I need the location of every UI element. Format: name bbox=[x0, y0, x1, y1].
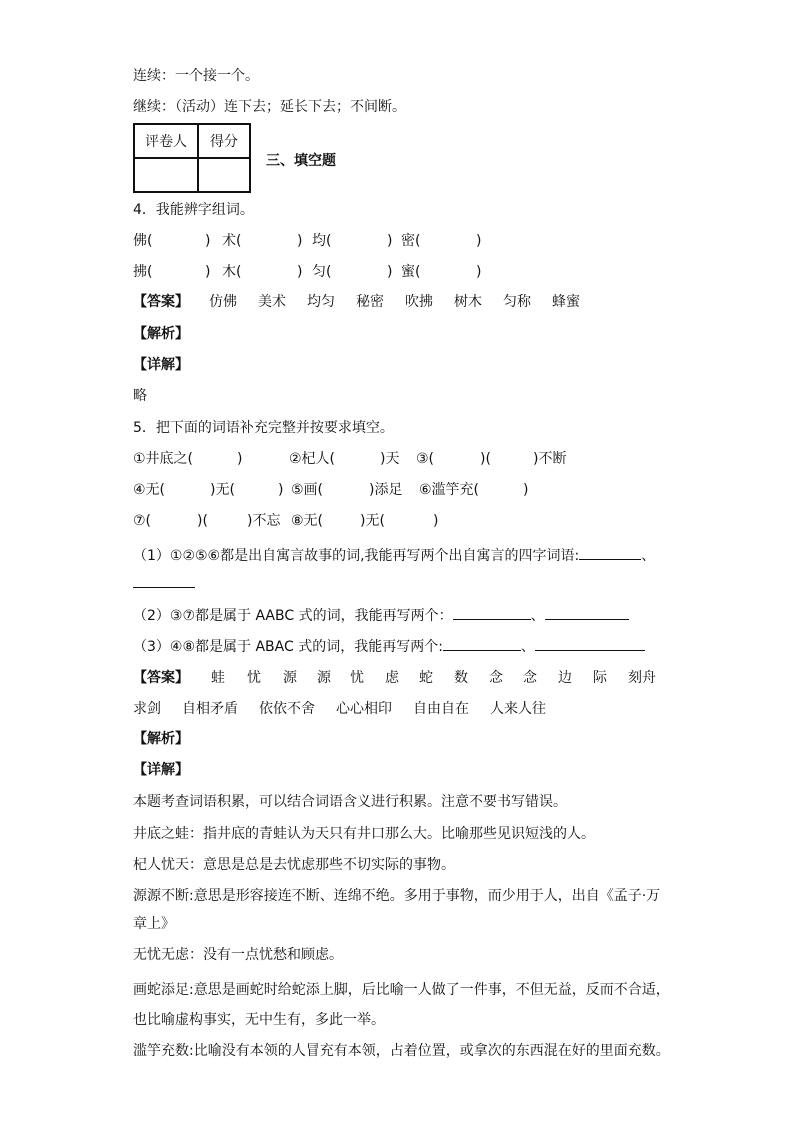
answer-label: 【答案】 bbox=[133, 294, 189, 310]
explain-line: 也比喻虚构事实，无中生有，多此一举。 bbox=[133, 1012, 385, 1028]
q5-idiom-part: ①井底之( bbox=[133, 451, 194, 467]
answer-word: 依依不舍 bbox=[259, 701, 315, 717]
detail-label: 【详解】 bbox=[133, 762, 189, 778]
answer-word: 匀称 bbox=[503, 294, 531, 310]
answer-word: 蜂蜜 bbox=[552, 294, 580, 310]
detail-label: 【详解】 bbox=[133, 357, 189, 373]
q5-idiom-part: ⑥滥竽充( bbox=[419, 482, 480, 498]
answer-char: 边 bbox=[558, 670, 572, 686]
grader-header: 评卷人 bbox=[134, 124, 198, 158]
q4-blank-prefix: 匀( bbox=[312, 264, 332, 280]
q4-blank-close: ) bbox=[476, 233, 482, 249]
q4-blank-close: ) bbox=[297, 233, 303, 249]
q4-blank-prefix: 佛( bbox=[133, 233, 153, 249]
q5-idiom-part: ⑤画( bbox=[291, 482, 324, 498]
answer-word: 自相矛盾 bbox=[182, 701, 238, 717]
answer-word: 秘密 bbox=[356, 294, 384, 310]
q4-blank-close: ) bbox=[297, 264, 303, 280]
q5-sub1-line2 bbox=[133, 572, 195, 594]
answer-char: 刻舟 bbox=[628, 670, 656, 686]
answer-word: 心心相印 bbox=[336, 701, 392, 717]
q4-blank-close: ) bbox=[205, 233, 211, 249]
q5-idiom-part: ③( bbox=[416, 451, 435, 467]
answer-char: 念 bbox=[523, 670, 537, 686]
analysis-label: 【解析】 bbox=[133, 731, 189, 747]
q5-idiom-part: )天 bbox=[380, 451, 400, 467]
detail-text: 略 bbox=[133, 388, 147, 404]
q5-sub1-sep: 、 bbox=[641, 548, 656, 564]
answer-word: 人来人往 bbox=[490, 701, 546, 717]
score-table bbox=[133, 123, 251, 193]
explain-line: 杞人忧天：意思是总是去忧虑那些不切实际的事物。 bbox=[133, 857, 455, 873]
q5-sub3-blank-2[interactable] bbox=[535, 635, 645, 651]
q5-idiom-part: ⑧无( bbox=[291, 513, 324, 529]
answer-word: 仿佛 bbox=[209, 294, 237, 310]
q5-idiom-part: ④无( bbox=[133, 482, 166, 498]
answer-char: 数 bbox=[454, 670, 468, 686]
explain-line: 源源不断:意思是形容接连不断、连绵不绝。多用于事物，而少用于人，出自《孟子·万 bbox=[133, 888, 661, 904]
q5-sub2-blank-1[interactable] bbox=[453, 604, 531, 620]
explain-line: 滥竽充数:比喻没有本领的人冒充有本领，占着位置，或拿次的东西混在好的里面充数。 bbox=[133, 1043, 670, 1059]
q4-blank-close: ) bbox=[205, 264, 211, 280]
answer-char: 际 bbox=[593, 670, 607, 686]
explain-line: 章上》 bbox=[133, 916, 175, 932]
definition-line: 继续：（活动）连下去；延长下去；不间断。 bbox=[133, 99, 406, 115]
q5-idiom-part: )( bbox=[197, 513, 208, 529]
q5-sub1 bbox=[133, 544, 655, 566]
answer-word: 均匀 bbox=[307, 294, 335, 310]
q5-idiom-part: )不断 bbox=[533, 451, 567, 467]
score-header: 得分 bbox=[198, 124, 250, 158]
answer-char: 源 bbox=[317, 670, 331, 686]
q4-blank-prefix: 术( bbox=[222, 233, 242, 249]
explain-line: 画蛇添足:意思是画蛇时给蛇添上脚，后比喻一人做了一件事，不但无益，反而不合适， bbox=[133, 982, 670, 998]
answer-label: 【答案】 bbox=[133, 670, 189, 686]
q4-blank-close: ) bbox=[387, 264, 393, 280]
q5-sub3-blank-1[interactable] bbox=[443, 635, 521, 651]
q4-blank-prefix: 均( bbox=[312, 233, 332, 249]
q4-blank-prefix: 密( bbox=[401, 233, 421, 249]
q5-sub3 bbox=[133, 635, 645, 657]
q5-title: 5．把下面的词语补充完整并按要求填空。 bbox=[133, 420, 394, 436]
q5-sub1-blank-2[interactable] bbox=[133, 572, 195, 588]
q5-sub2-text: （2）③⑦都是属于 AABC 式的词，我能再写两个： bbox=[133, 608, 453, 624]
q4-blank-prefix: 拂( bbox=[133, 264, 153, 280]
analysis-label: 【解析】 bbox=[133, 326, 189, 342]
q5-idiom-part: )无( bbox=[210, 482, 235, 498]
answer-word: 树木 bbox=[454, 294, 482, 310]
q5-sub2-blank-2[interactable] bbox=[545, 604, 629, 620]
section-title: 三、填空题 bbox=[266, 153, 336, 169]
q5-idiom-part: )不忘 bbox=[247, 513, 281, 529]
explain-line: 本题考查词语积累，可以结合词语含义进行积累。注意不要书写错误。 bbox=[133, 794, 567, 810]
answer-char: 忧 bbox=[247, 670, 261, 686]
q5-idiom-part: ②杞人( bbox=[289, 451, 336, 467]
q5-idiom-part: ) bbox=[523, 482, 529, 498]
q5-idiom-part: )添足 bbox=[369, 482, 403, 498]
q5-idiom-part: ⑦( bbox=[133, 513, 152, 529]
q5-sub3-text: （3）④⑧都是属于 ABAC 式的词，我能再写两个: bbox=[133, 639, 443, 655]
q5-sub1-blank-1[interactable] bbox=[579, 544, 641, 560]
q5-idiom-part: ) bbox=[433, 513, 439, 529]
q5-idiom-part: )( bbox=[480, 451, 491, 467]
q4-blank-close: ) bbox=[387, 233, 393, 249]
q4-blank-prefix: 木( bbox=[222, 264, 242, 280]
answer-char: 蛇 bbox=[419, 670, 433, 686]
q5-sub1-text: （1）①②⑤⑥都是出自寓言故事的词,我能再写两个出自寓言的四字词语: bbox=[133, 548, 580, 564]
q4-title: 4．我能辨字组词。 bbox=[133, 202, 254, 218]
explain-line: 无忧无虑：没有一点忧愁和顾虑。 bbox=[133, 947, 343, 963]
explain-line: 井底之蛙：指井底的青蛙认为天只有井口那么大。比喻那些见识短浅的人。 bbox=[133, 826, 595, 842]
q4-blank-close: ) bbox=[476, 264, 482, 280]
q5-sub2 bbox=[133, 604, 629, 626]
q5-idiom-part: ) bbox=[278, 482, 284, 498]
grader-cell[interactable] bbox=[134, 158, 198, 192]
answer-char: 虑 bbox=[385, 670, 399, 686]
q5-sub3-sep: 、 bbox=[520, 639, 535, 655]
definition-line: 连续：一个接一个。 bbox=[133, 68, 259, 84]
answer-word: 美术 bbox=[258, 294, 286, 310]
score-cell[interactable] bbox=[198, 158, 250, 192]
answer-word: 求剑 bbox=[133, 701, 161, 717]
q4-blank-prefix: 蜜( bbox=[401, 264, 421, 280]
answer-char: 蛙 bbox=[211, 670, 225, 686]
answer-word: 吹拂 bbox=[405, 294, 433, 310]
q5-idiom-part: ) bbox=[237, 451, 243, 467]
q5-idiom-part: )无( bbox=[360, 513, 385, 529]
answer-word: 自由自在 bbox=[413, 701, 469, 717]
answer-char: 念 bbox=[489, 670, 503, 686]
answer-char: 源 bbox=[283, 670, 297, 686]
answer-char: 忧 bbox=[350, 670, 364, 686]
q5-sub2-sep: 、 bbox=[530, 608, 545, 624]
